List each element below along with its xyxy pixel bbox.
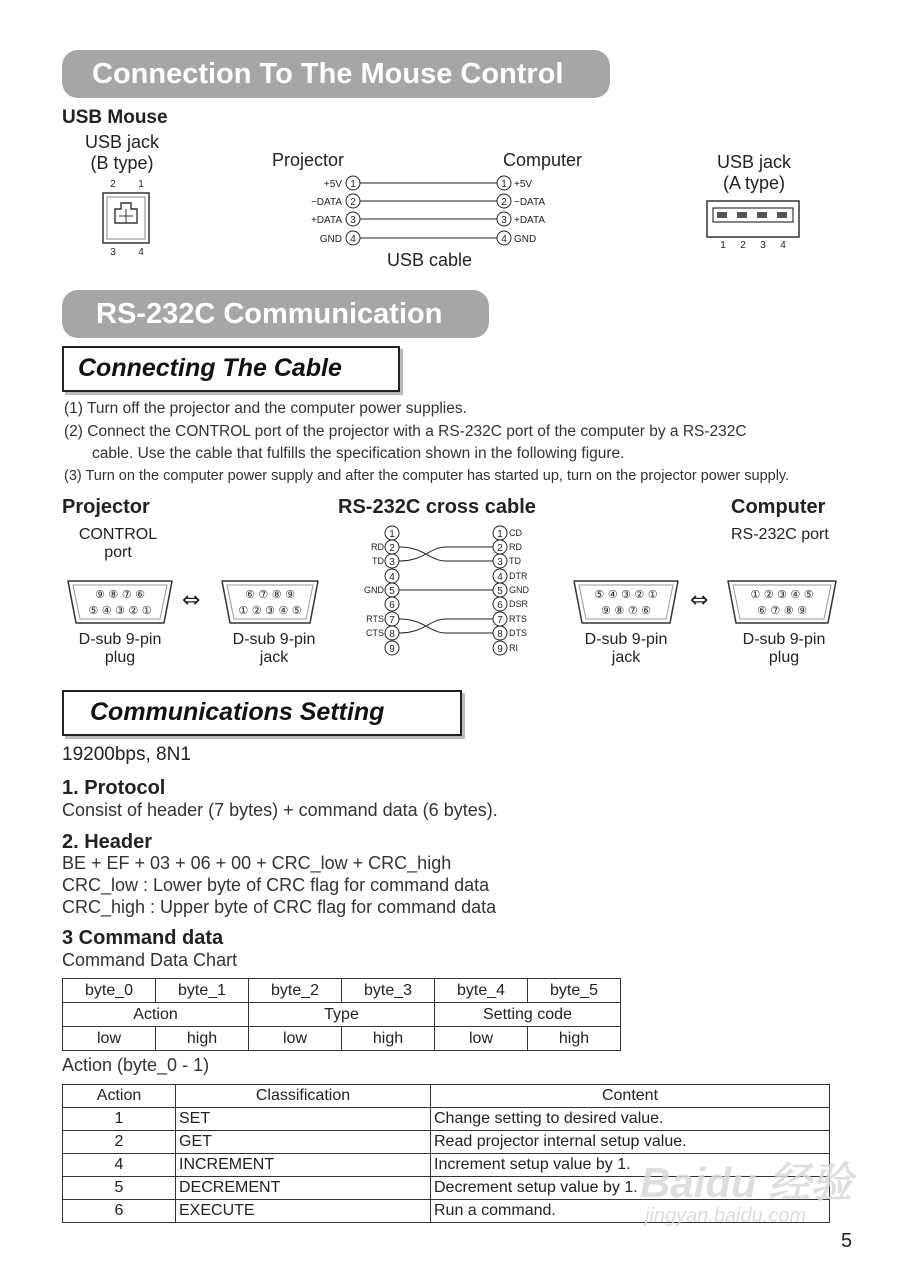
usb-sig-right-2: −DATA bbox=[514, 197, 546, 208]
usb-b-jack-line2: (B type) bbox=[90, 153, 154, 173]
action-content: Change setting to desired value. bbox=[431, 1108, 830, 1131]
byte-cell: byte_0 bbox=[63, 979, 156, 1003]
cross-signal-right-1: CD bbox=[509, 528, 522, 538]
usb-b-jack-diagram bbox=[95, 175, 165, 261]
cross-pin-left-5: 5 bbox=[389, 586, 395, 597]
cross-signal-left-3: TD bbox=[372, 556, 384, 566]
cross-signal-right-4: DTR bbox=[509, 571, 528, 581]
byte-cell: byte_3 bbox=[342, 979, 435, 1003]
dsub-jack-projector bbox=[218, 577, 322, 627]
cross-pin-right-2: 2 bbox=[497, 543, 503, 554]
comm-setting-title: Communications Setting bbox=[62, 690, 462, 736]
cross-pin-right-4: 4 bbox=[497, 572, 503, 583]
dsub-plug-left-line1: D-sub 9-pin bbox=[78, 631, 162, 648]
plug-right-bottom-pins: ⑥ ⑦ ⑧ ⑨ bbox=[757, 604, 807, 617]
usb-b-jack-label bbox=[70, 132, 174, 174]
action-classification: DECREMENT bbox=[176, 1177, 431, 1200]
cross-pin-left-9: 9 bbox=[389, 644, 395, 655]
usb-pin-left-1: 1 bbox=[350, 179, 356, 190]
plug-right-top-pins: ① ② ③ ④ ⑤ bbox=[750, 588, 814, 601]
action-code: 1 bbox=[63, 1108, 176, 1131]
dsub-plug-right-label bbox=[726, 631, 842, 667]
cross-signal-right-6: DSR bbox=[509, 599, 529, 609]
cross-signal-right-7: RTS bbox=[509, 614, 527, 624]
cross-signal-left-2: RD bbox=[371, 542, 384, 552]
control-port-line1: CONTROL bbox=[78, 526, 158, 543]
byte-cell: byte_2 bbox=[249, 979, 342, 1003]
cross-pin-left-3: 3 bbox=[389, 557, 395, 568]
plug-left-bottom-pins: ⑤ ④ ③ ② ① bbox=[88, 604, 152, 617]
dsub-jack-left-line1: D-sub 9-pin bbox=[232, 631, 316, 648]
rs-projector-label: Projector bbox=[62, 496, 150, 518]
action-code: 5 bbox=[63, 1177, 176, 1200]
action-header-cell: Action bbox=[63, 1085, 176, 1108]
jack-left-bottom-pins: ① ② ③ ④ ⑤ bbox=[238, 604, 302, 617]
dsub-plug-right-line2: plug bbox=[768, 649, 800, 666]
usb-a-pin-4: 4 bbox=[780, 240, 786, 251]
page-number: 5 bbox=[841, 1230, 853, 1252]
lowhigh-cell: high bbox=[156, 1027, 249, 1051]
control-port-line2: port bbox=[104, 544, 132, 561]
action-content: Increment setup value by 1. bbox=[431, 1154, 830, 1177]
rs232c-port-label: RS-232C port bbox=[731, 526, 829, 543]
rs232c-cross-cable-wiring bbox=[355, 522, 535, 658]
usb-a-jack-diagram bbox=[705, 198, 801, 252]
cross-signal-left-5: GND bbox=[364, 585, 384, 595]
usb-pin-right-2: 2 bbox=[501, 197, 507, 208]
action-caption: Action (byte_0 - 1) bbox=[62, 1055, 210, 1075]
group-cell: Setting code bbox=[435, 1003, 621, 1027]
connecting-cable-title: Connecting The Cable bbox=[62, 346, 400, 392]
protocol-heading: 1. Protocol bbox=[62, 777, 166, 799]
dsub-plug-left-line2: plug bbox=[104, 649, 136, 666]
jack-right-top-pins: ⑤ ④ ③ ② ① bbox=[594, 588, 658, 601]
usb-pin-left-4: 4 bbox=[350, 234, 356, 245]
cross-pin-left-1: 1 bbox=[389, 529, 395, 540]
command-data-table bbox=[62, 978, 621, 1051]
dsub-plug-projector bbox=[64, 577, 176, 627]
group-cell: Type bbox=[249, 1003, 435, 1027]
dsub-plug-right-line1: D-sub 9-pin bbox=[742, 631, 826, 648]
cross-pin-right-7: 7 bbox=[497, 615, 503, 626]
action-code: 4 bbox=[63, 1154, 176, 1177]
usb-a-pin-1: 1 bbox=[720, 240, 726, 251]
table-row bbox=[63, 1108, 830, 1131]
rs-computer-label: Computer bbox=[731, 496, 826, 518]
usb-b-pin-3: 3 bbox=[110, 247, 116, 258]
usb-sig-right-4: GND bbox=[514, 234, 537, 245]
step-1: (1) Turn off the projector and the computer power supplies. bbox=[64, 400, 467, 417]
watermark-logo: Baidu 经验 bbox=[640, 1159, 853, 1206]
byte-cell: byte_4 bbox=[435, 979, 528, 1003]
cross-signal-left-8: CTS bbox=[366, 628, 384, 638]
usb-projector-label: Projector bbox=[272, 150, 345, 170]
cross-pin-left-8: 8 bbox=[389, 629, 395, 640]
dsub-jack-left-label bbox=[218, 631, 330, 667]
byte-cell: byte_5 bbox=[528, 979, 621, 1003]
action-classification: GET bbox=[176, 1131, 431, 1154]
action-code: 2 bbox=[63, 1131, 176, 1154]
connect-arrow-left: ⇔ bbox=[182, 588, 201, 613]
watermark-url: jingyan.baidu.com bbox=[645, 1205, 807, 1227]
cross-signal-right-8: DTS bbox=[509, 628, 527, 638]
usb-sig-right-1: +5V bbox=[514, 179, 533, 190]
cross-pin-right-5: 5 bbox=[497, 586, 503, 597]
cross-signal-right-3: TD bbox=[509, 556, 521, 566]
groups-row bbox=[63, 1003, 621, 1027]
jack-right-bottom-pins: ⑨ ⑧ ⑦ ⑥ bbox=[601, 604, 651, 617]
jack-left-top-pins: ⑥ ⑦ ⑧ ⑨ bbox=[245, 588, 295, 601]
cross-signal-right-5: GND bbox=[509, 585, 529, 595]
header-line-1: BE + EF + 03 + 06 + 00 + CRC_low + CRC_high bbox=[62, 853, 452, 873]
header-line-2: CRC_low : Lower byte of CRC flag for command data bbox=[62, 875, 490, 895]
lowhigh-cell: low bbox=[435, 1027, 528, 1051]
header-line-3: CRC_high : Upper byte of CRC flag for command data bbox=[62, 897, 497, 917]
section-title-rs232c: RS-232C Communication bbox=[62, 290, 489, 338]
usb-sig-left-2: −DATA bbox=[310, 197, 342, 208]
rs-cable-label: RS-232C cross cable bbox=[338, 496, 536, 518]
usb-mouse-heading: USB Mouse bbox=[62, 107, 168, 128]
dsub-jack-right-label bbox=[570, 631, 682, 667]
cross-pin-left-6: 6 bbox=[389, 600, 395, 611]
section-title-mouse: Connection To The Mouse Control bbox=[62, 50, 610, 98]
chart-caption: Command Data Chart bbox=[62, 950, 238, 970]
action-header-cell: Classification bbox=[176, 1085, 431, 1108]
usb-b-pin-2: 2 bbox=[110, 179, 116, 190]
group-cell: Action bbox=[63, 1003, 249, 1027]
cross-signal-right-9: RI bbox=[509, 643, 518, 653]
usb-a-jack-line2: (A type) bbox=[722, 173, 786, 193]
lowhigh-cell: high bbox=[528, 1027, 621, 1051]
step-2-continued: cable. Use the cable that fulfills the specification shown in the following figure. bbox=[92, 445, 625, 462]
usb-a-pin-2: 2 bbox=[740, 240, 746, 251]
usb-sig-left-1: +5V bbox=[323, 179, 342, 190]
connect-arrow-right: ⇔ bbox=[690, 588, 709, 613]
usb-sig-right-3: +DATA bbox=[514, 215, 546, 226]
usb-b-pin-1: 1 bbox=[138, 179, 144, 190]
dsub-jack-right-line1: D-sub 9-pin bbox=[584, 631, 668, 648]
action-classification: INCREMENT bbox=[176, 1154, 431, 1177]
dsub-plug-left-label bbox=[64, 631, 176, 667]
usb-pin-right-1: 1 bbox=[501, 179, 507, 190]
header-heading: 2. Header bbox=[62, 831, 153, 853]
step-3: (3) Turn on the computer power supply and after the computer has started up, turn on the projector power supply. bbox=[64, 468, 790, 484]
action-content: Decrement setup value by 1. bbox=[431, 1177, 830, 1200]
cross-pin-right-1: 1 bbox=[497, 529, 503, 540]
usb-sig-left-3: +DATA bbox=[310, 215, 342, 226]
usb-b-jack-line1: USB jack bbox=[84, 132, 160, 152]
plug-left-top-pins: ⑨ ⑧ ⑦ ⑥ bbox=[95, 588, 145, 601]
usb-a-jack-label bbox=[700, 152, 808, 194]
usb-a-jack-line1: USB jack bbox=[716, 152, 792, 172]
action-content: Run a command. bbox=[431, 1200, 830, 1223]
cross-pin-left-2: 2 bbox=[389, 543, 395, 554]
action-content: Read projector internal setup value. bbox=[431, 1131, 830, 1154]
control-port-label bbox=[62, 526, 174, 562]
usb-computer-label: Computer bbox=[503, 150, 583, 170]
lowhigh-cell: low bbox=[249, 1027, 342, 1051]
usb-b-pin-4: 4 bbox=[138, 247, 144, 258]
usb-sig-left-4: GND bbox=[319, 234, 342, 245]
lowhigh-cell: low bbox=[63, 1027, 156, 1051]
cross-pin-right-8: 8 bbox=[497, 629, 503, 640]
cross-pin-left-7: 7 bbox=[389, 615, 395, 626]
usb-pin-right-3: 3 bbox=[501, 215, 507, 226]
dsub-plug-computer bbox=[724, 577, 840, 627]
usb-cable-wiring bbox=[300, 172, 560, 250]
dsub-jack-left-line2: jack bbox=[259, 649, 289, 666]
action-classification: SET bbox=[176, 1108, 431, 1131]
cross-signal-right-2: RD bbox=[509, 542, 522, 552]
usb-a-pin-3: 3 bbox=[760, 240, 766, 251]
dsub-jack-right-line2: jack bbox=[611, 649, 641, 666]
cross-pin-left-4: 4 bbox=[389, 572, 395, 583]
protocol-text: Consist of header (7 bytes) + command data (6 bytes). bbox=[62, 800, 498, 820]
action-code: 6 bbox=[63, 1200, 176, 1223]
cross-signal-left-7: RTS bbox=[366, 614, 384, 624]
step-2: (2) Connect the CONTROL port of the projector with a RS-232C port of the computer by a RS-232C bbox=[64, 423, 747, 440]
cross-pin-right-9: 9 bbox=[497, 644, 503, 655]
action-header-row bbox=[63, 1085, 830, 1108]
usb-pin-left-2: 2 bbox=[350, 197, 356, 208]
usb-cable-label: USB cable bbox=[387, 250, 473, 270]
command-heading: 3 Command data bbox=[62, 927, 224, 949]
byte-cell: byte_1 bbox=[156, 979, 249, 1003]
cross-pin-right-6: 6 bbox=[497, 600, 503, 611]
cross-pin-right-3: 3 bbox=[497, 557, 503, 568]
action-classification: EXECUTE bbox=[176, 1200, 431, 1223]
usb-pin-left-3: 3 bbox=[350, 215, 356, 226]
lowhigh-row bbox=[63, 1027, 621, 1051]
bytes-row bbox=[63, 979, 621, 1003]
baud-setting: 19200bps, 8N1 bbox=[62, 744, 191, 765]
lowhigh-cell: high bbox=[342, 1027, 435, 1051]
dsub-jack-computer bbox=[570, 577, 682, 627]
usb-pin-right-4: 4 bbox=[501, 234, 507, 245]
action-header-cell: Content bbox=[431, 1085, 830, 1108]
